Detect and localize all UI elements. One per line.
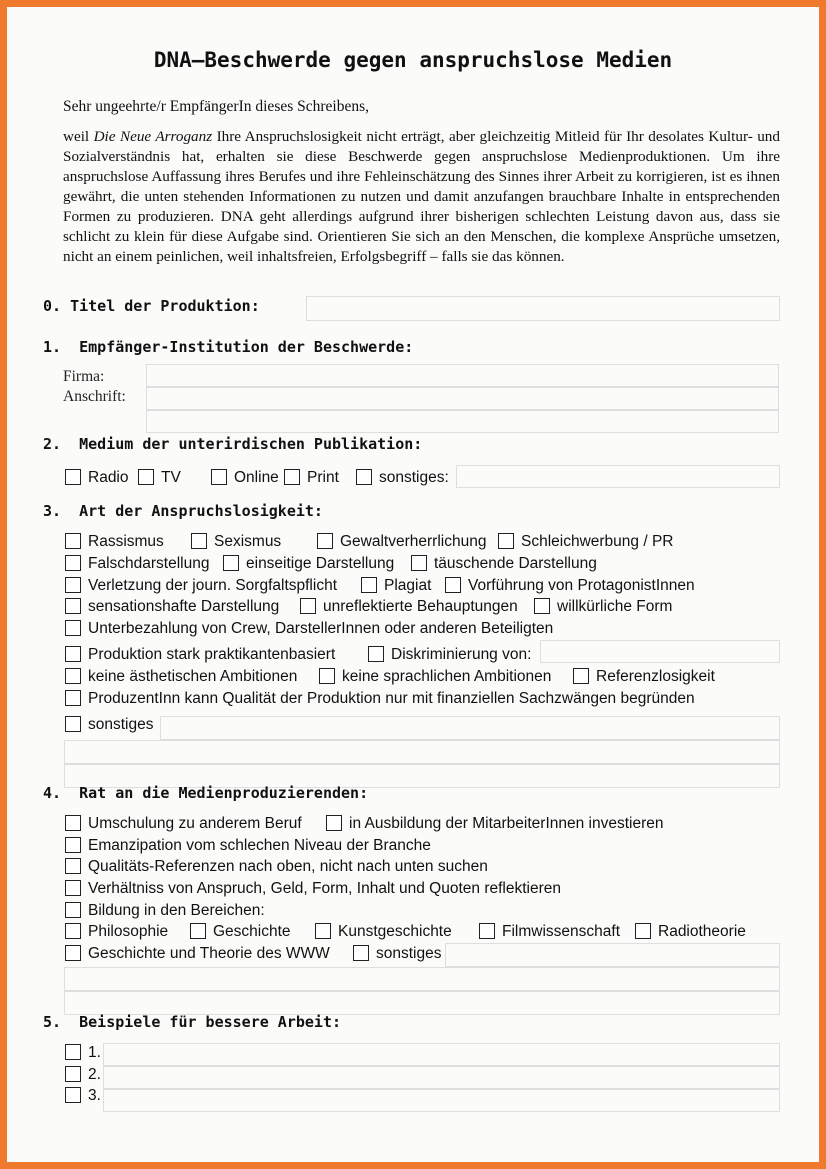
unterbezahlung-checkbox[interactable]: [65, 620, 81, 636]
example-1-label: 1.: [88, 1044, 101, 1061]
diskriminierung-label: Diskriminierung von:: [391, 646, 532, 663]
unterbezahlung-label: Unterbezahlung von Crew, DarstellerInnen oder anderen Beteiligten: [88, 620, 554, 637]
anschrift-input-1[interactable]: [146, 387, 779, 410]
filmwissenschaft-label: Filmwissenschaft: [502, 923, 620, 940]
radio-label: Radio: [88, 469, 129, 486]
section-2-heading: 2. Medium der unterirdischen Publikation:: [43, 435, 423, 453]
aesthetisch-label: keine ästhetischen Ambitionen: [88, 668, 298, 685]
anschrift-input-2[interactable]: [146, 410, 779, 433]
emanzipation-label: Emanzipation vom schlechen Niveau der Branche: [88, 837, 431, 854]
art-other-input-2[interactable]: [64, 740, 780, 764]
section-3-heading: 3. Art der Anspruchslosigkeit:: [43, 502, 323, 520]
intro-text-rest: Ihre Anspruchslosigkeit nicht erträgt, aber gleichzeitig Mitleid für Ihr desolates Kultur- und Sozialverständnis hat, erhalten sie diese Beschwerde gegen anspruchslose Medienproduktionen. Um ihre anspruchslose Auffassung ihres Berufes und ihre Fehleinschätzung des Sinnes ihrer Arbeit zu korrigieren, ist es ihnen gewährt, die unten stehenden Informationen zu nutzen und damit anzufangen brauchbare Inhalte in entsprechenden Formen zu produzieren. DNA geht allerdings aufgrund ihrer bisherigen schlechten Leistung davon aus, dass sie schlicht zu klein für diese Aufgabe sind. Orientieren Sie sich an den Menschen, die komplexe Ansprüche umsetzen, nicht an einem peinlichen, weil inhaltsfreien, Erfolgsbegriff – falls sie das können.: [63, 128, 780, 265]
section-0-heading: 0. Titel der Produktion:: [43, 297, 260, 315]
gewalt-label: Gewaltverherrlichung: [340, 533, 487, 550]
example-1-checkbox[interactable]: [65, 1044, 81, 1060]
sachzwang-checkbox[interactable]: [65, 690, 81, 706]
sorgfalt-checkbox[interactable]: [65, 577, 81, 593]
rat-other-input-3[interactable]: [64, 991, 780, 1015]
vorfuehrung-checkbox[interactable]: [445, 577, 461, 593]
radio-checkbox[interactable]: [65, 469, 81, 485]
schleichwerbung-label: Schleichwerbung / PR: [521, 533, 674, 550]
vorfuehrung-label: Vorführung von ProtagonistInnen: [468, 577, 695, 594]
unreflektiert-checkbox[interactable]: [300, 598, 316, 614]
referenzen-label: Qualitäts-Referenzen nach oben, nicht nach unten suchen: [88, 858, 488, 875]
rat-other-checkbox[interactable]: [353, 945, 369, 961]
art-other-label: sonstiges: [88, 716, 154, 733]
gewalt-checkbox[interactable]: [317, 533, 333, 549]
filmwissenschaft-checkbox[interactable]: [479, 923, 495, 939]
art-other-checkbox[interactable]: [65, 716, 81, 732]
example-2-input[interactable]: [103, 1066, 780, 1089]
sachzwang-label: ProduzentInn kann Qualität der Produktion nur mit finanziellen Sachzwängen begründen: [88, 690, 695, 707]
example-3-checkbox[interactable]: [65, 1087, 81, 1103]
referenzen-checkbox[interactable]: [65, 858, 81, 874]
umschulung-checkbox[interactable]: [65, 815, 81, 831]
rat-other-input-2[interactable]: [64, 967, 780, 991]
section-5-heading: 5. Beispiele für bessere Arbeit:: [43, 1013, 342, 1031]
section-4-heading: 4. Rat an die Medienproduzierenden:: [43, 784, 369, 802]
falschdarstellung-checkbox[interactable]: [65, 555, 81, 571]
willkuerlich-label: willkürliche Form: [557, 598, 673, 615]
diskriminierung-input[interactable]: [540, 640, 780, 663]
intro-text-start: weil: [63, 128, 94, 145]
kunstgeschichte-label: Kunstgeschichte: [338, 923, 452, 940]
falschdarstellung-label: Falschdarstellung: [88, 555, 210, 572]
sexismus-checkbox[interactable]: [191, 533, 207, 549]
schleichwerbung-checkbox[interactable]: [498, 533, 514, 549]
example-2-label: 2.: [88, 1066, 101, 1083]
online-label: Online: [234, 469, 279, 486]
plagiat-checkbox[interactable]: [361, 577, 377, 593]
willkuerlich-checkbox[interactable]: [534, 598, 550, 614]
ausbildung-label: in Ausbildung der MitarbeiterInnen investieren: [349, 815, 664, 832]
sorgfalt-label: Verletzung der journ. Sorgfaltspflicht: [88, 577, 337, 594]
www-label: Geschichte und Theorie des WWW: [88, 945, 330, 962]
verhaeltnis-checkbox[interactable]: [65, 880, 81, 896]
anschrift-label: Anschrift:: [63, 388, 126, 405]
philosophie-label: Philosophie: [88, 923, 169, 940]
art-other-input-1[interactable]: [160, 716, 780, 740]
title-input[interactable]: [306, 296, 780, 321]
plagiat-label: Plagiat: [384, 577, 432, 594]
intro-italic-name: Die Neue Arroganz: [93, 128, 213, 145]
einseitig-checkbox[interactable]: [223, 555, 239, 571]
einseitig-label: einseitige Darstellung: [246, 555, 395, 572]
tv-label: TV: [161, 469, 181, 486]
medium-other-input[interactable]: [456, 465, 780, 488]
umschulung-label: Umschulung zu anderem Beruf: [88, 815, 302, 832]
bildung-label: Bildung in den Bereichen:: [88, 902, 265, 919]
medium-other-label: sonstiges:: [379, 469, 449, 486]
praktikanten-checkbox[interactable]: [65, 646, 81, 662]
example-3-input[interactable]: [103, 1089, 780, 1112]
sprachlich-label: keine sprachlichen Ambitionen: [342, 668, 552, 685]
sexismus-label: Sexismus: [214, 533, 282, 550]
rassismus-label: Rassismus: [88, 533, 164, 550]
print-label: Print: [307, 469, 339, 486]
philosophie-checkbox[interactable]: [65, 923, 81, 939]
sensation-checkbox[interactable]: [65, 598, 81, 614]
section-1-heading: 1. Empfänger-Institution der Beschwerde:: [43, 338, 414, 356]
firma-input[interactable]: [146, 364, 779, 387]
aesthetisch-checkbox[interactable]: [65, 668, 81, 684]
example-3-label: 3.: [88, 1087, 101, 1104]
salutation: Sehr ungeehrte/r EmpfängerIn dieses Schreibens,: [63, 98, 370, 115]
radiotheorie-checkbox[interactable]: [635, 923, 651, 939]
emanzipation-checkbox[interactable]: [65, 837, 81, 853]
rassismus-checkbox[interactable]: [65, 533, 81, 549]
unreflektiert-label: unreflektierte Behauptungen: [323, 598, 518, 615]
tv-checkbox[interactable]: [138, 469, 154, 485]
kunstgeschichte-checkbox[interactable]: [315, 923, 331, 939]
referenzlos-label: Referenzlosigkeit: [596, 668, 715, 685]
print-checkbox[interactable]: [284, 469, 300, 485]
medium-other-checkbox[interactable]: [356, 469, 372, 485]
intro-paragraph: [63, 127, 780, 267]
taeuschend-checkbox[interactable]: [411, 555, 427, 571]
ausbildung-checkbox[interactable]: [326, 815, 342, 831]
example-2-checkbox[interactable]: [65, 1066, 81, 1082]
sprachlich-checkbox[interactable]: [319, 668, 335, 684]
bildung-checkbox[interactable]: [65, 902, 81, 918]
firma-label: Firma:: [63, 368, 105, 385]
online-checkbox[interactable]: [211, 469, 227, 485]
rat-other-label: sonstiges: [376, 945, 442, 962]
taeuschend-label: täuschende Darstellung: [434, 555, 597, 572]
referenzlos-checkbox[interactable]: [573, 668, 589, 684]
rat-other-input-1[interactable]: [445, 943, 780, 967]
document-title: DNA–Beschwerde gegen anspruchslose Medien: [153, 48, 673, 72]
sensation-label: sensationshafte Darstellung: [88, 598, 280, 615]
example-1-input[interactable]: [103, 1043, 780, 1066]
diskriminierung-checkbox[interactable]: [368, 646, 384, 662]
geschichte-checkbox[interactable]: [190, 923, 206, 939]
praktikanten-label: Produktion stark praktikantenbasiert: [88, 646, 336, 663]
www-checkbox[interactable]: [65, 945, 81, 961]
geschichte-label: Geschichte: [213, 923, 291, 940]
verhaeltnis-label: Verhältniss von Anspruch, Geld, Form, Inhalt und Quoten reflektieren: [88, 880, 562, 897]
radiotheorie-label: Radiotheorie: [658, 923, 746, 940]
